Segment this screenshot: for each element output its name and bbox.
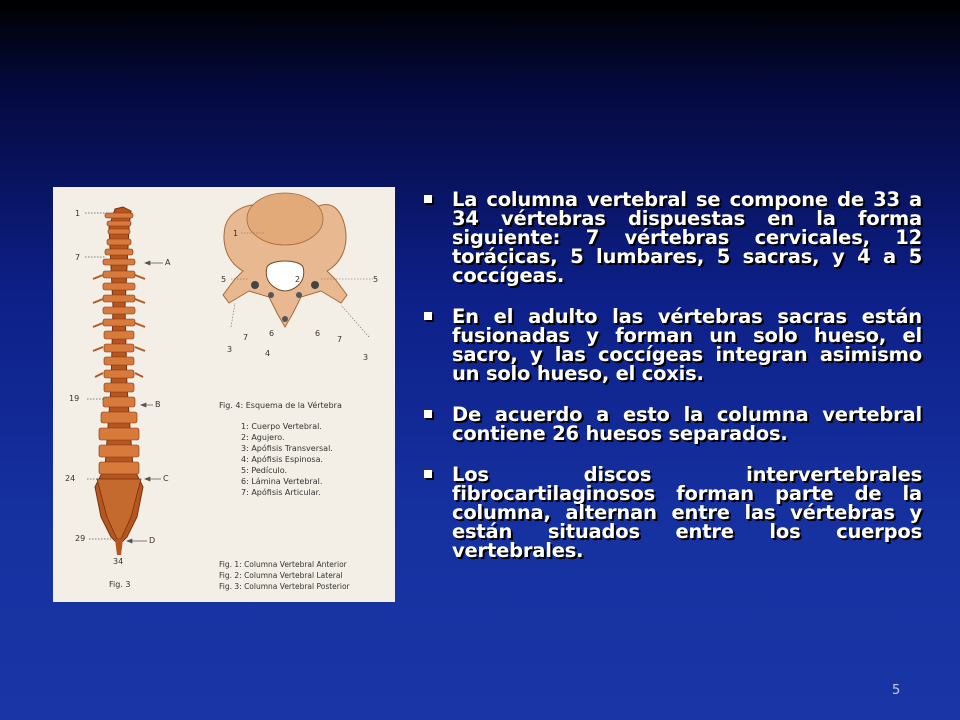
- bullet-list: [424, 190, 922, 582]
- vertebra-schema: [223, 193, 347, 327]
- figure-captions: [219, 559, 350, 592]
- spine-number-7: 7: [75, 253, 81, 262]
- page-number: 5: [892, 683, 901, 698]
- bullet-item: [424, 190, 922, 285]
- bullet-item: [424, 307, 922, 383]
- vertebra-number: 3: [227, 345, 233, 354]
- bullet-item: [424, 465, 922, 560]
- square-bullet-icon: [424, 410, 432, 418]
- bullet-text: De acuerdo a esto la columna vertebral contiene 26 huesos separados.: [452, 403, 922, 445]
- vertebra-number: 6: [315, 329, 321, 338]
- vertebral-column: [93, 207, 145, 555]
- spine-diagram: [53, 187, 395, 602]
- spine-number-29: 29: [75, 534, 86, 543]
- legend-item: 4: Apófisis Espinosa.: [241, 455, 324, 464]
- square-bullet-icon: [424, 470, 432, 478]
- legend-item: 7: Apófisis Articular.: [241, 488, 321, 497]
- legend-item: 3: Apófisis Transversal.: [241, 444, 333, 453]
- vertebra-number: 4: [265, 349, 271, 358]
- bullet-text: La columna vertebral se compone de 33 a 34 vértebras dispuestas en la forma siguiente: 7 vértebras cervicales, 12 torácicas, 5 lumbares, 5 sacras, y 4 a 5 coccígeas.: [452, 188, 922, 287]
- spine-number-19: 19: [69, 394, 80, 403]
- vertebra-legend: [241, 421, 333, 498]
- spine-letter-b: B: [155, 400, 161, 409]
- square-bullet-icon: [424, 195, 432, 203]
- vertebra-number: 5: [221, 275, 227, 284]
- fig3-label: Fig. 3: [109, 580, 131, 589]
- spine-number-1: 1: [75, 209, 81, 218]
- spine-number-34: 34: [113, 557, 124, 566]
- fig4-title: Fig. 4: Esquema de la Vértebra: [219, 401, 342, 410]
- caption-item: Fig. 1: Columna Vertebral Anterior: [219, 560, 347, 569]
- caption-item: Fig. 2: Columna Vertebral Lateral: [219, 571, 343, 580]
- vertebra-number: 5: [373, 275, 379, 284]
- vertebra-number: 1: [233, 229, 239, 238]
- spine-illustration: [53, 187, 395, 602]
- spine-letter-c: C: [163, 474, 169, 483]
- square-bullet-icon: [424, 312, 432, 320]
- vertebra-number: 3: [363, 353, 369, 362]
- bullet-text: En el adulto las vértebras sacras están fusionadas y forman un solo hueso, el sacro, y las coccígeas integran asimismo un solo hueso, el coxis.: [452, 305, 922, 385]
- legend-item: 2: Agujero.: [241, 433, 285, 442]
- caption-item: Fig. 3: Columna Vertebral Posterior: [219, 582, 350, 591]
- spine-letter-d: D: [149, 536, 156, 545]
- vertebra-number: 7: [337, 335, 343, 344]
- bullet-item: [424, 405, 922, 443]
- vertebra-number: 7: [243, 333, 249, 342]
- legend-item: 6: Lámina Vertebral.: [241, 477, 323, 486]
- bullet-text: Los discos intervertebrales fibrocartilaginosos forman parte de la columna, alternan entre las vértebras y están situados entre los cuerpos vertebrales.: [452, 463, 922, 562]
- legend-item: 5: Pedículo.: [241, 466, 288, 475]
- vertebra-number: 2: [295, 275, 301, 284]
- spine-number-24: 24: [65, 474, 76, 483]
- spine-letter-a: A: [165, 258, 171, 267]
- vertebra-number: 6: [269, 329, 275, 338]
- legend-item: 1: Cuerpo Vertebral.: [241, 422, 322, 431]
